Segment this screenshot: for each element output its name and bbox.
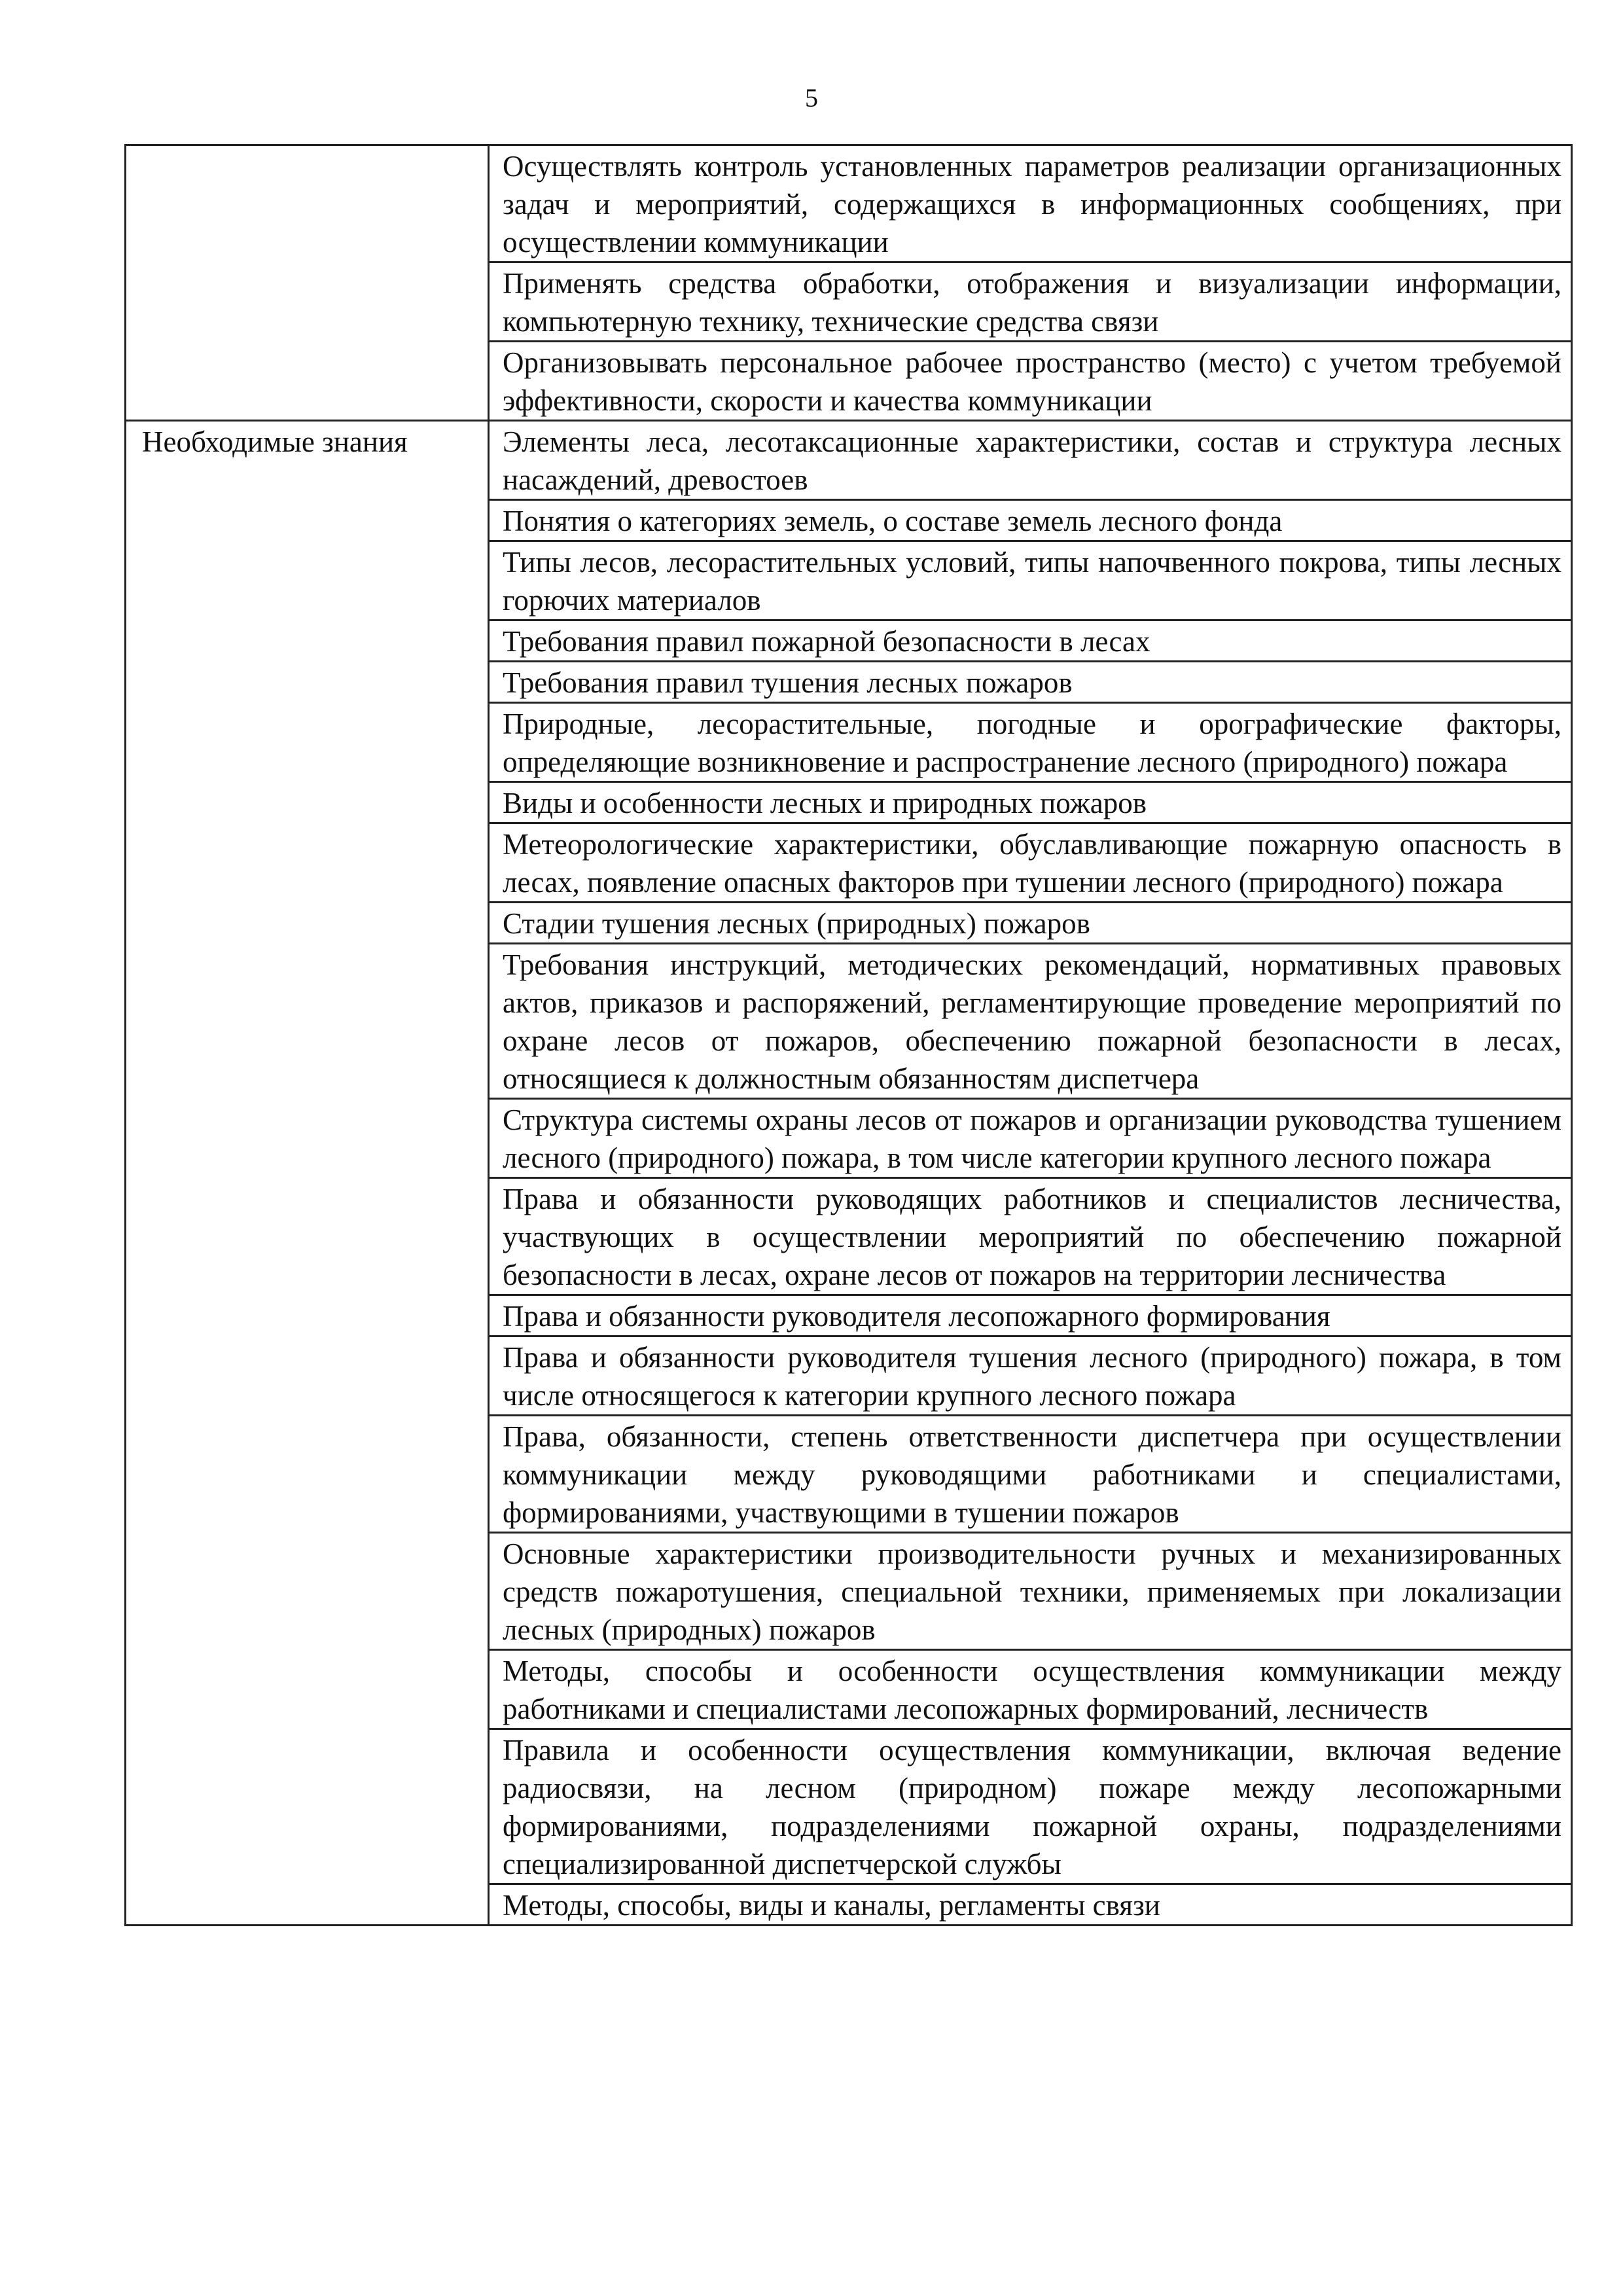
table-cell: Осуществлять контроль установленных параметров реализации организационных задач и мероприятий, содержащихся в информационных сообщениях, при осуществлении коммуникации	[489, 145, 1572, 262]
table-cell: Применять средства обработки, отображения и визуализации информации, компьютерную технику, технические средства связи	[489, 262, 1572, 342]
table-cell: Требования инструкций, методических рекомендаций, нормативных правовых актов, приказов и распоряжений, регламентирующие проведение мероприятий по охране лесов от пожаров, обеспечению пожарной безопасности в лесах, относящиеся к должностным обязанностям диспетчера	[489, 944, 1572, 1099]
continuation-label-cell	[126, 145, 489, 421]
knowledge-label: Необходимые знания	[126, 421, 489, 1926]
table-cell: Основные характеристики производительности ручных и механизированных средств пожаротушения, специальной техники, применяемых при локализации лесных (природных) пожаров	[489, 1533, 1572, 1650]
table-cell: Элементы леса, лесотаксационные характеристики, состав и структура лесных насаждений, древостоев	[489, 421, 1572, 500]
table-cell: Правила и особенности осуществления коммуникации, включая ведение радиосвязи, на лесном (природном) пожаре между лесопожарными формированиями, подразделениями пожарной охраны, подразделениями специализированной диспетчерской службы	[489, 1729, 1572, 1884]
table-cell: Организовывать персональное рабочее пространство (место) с учетом требуемой эффективности, скорости и качества коммуникации	[489, 342, 1572, 421]
table-cell: Структура системы охраны лесов от пожаров и организации руководства тушением лесного (природного) пожара, в том числе категории крупного лесного пожара	[489, 1099, 1572, 1178]
table-cell: Права, обязанности, степень ответственности диспетчера при осуществлении коммуникации между руководящими работниками и специалистами, формированиями, участвующими в тушении пожаров	[489, 1416, 1572, 1533]
table-cell: Природные, лесорастительные, погодные и орографические факторы, определяющие возникновение и распространение лесного (природного) пожара	[489, 703, 1572, 782]
table-cell: Метеорологические характеристики, обуславливающие пожарную опасность в лесах, появление опасных факторов при тушении лесного (природного) пожара	[489, 823, 1572, 903]
table-cell: Требования правил тушения лесных пожаров	[489, 662, 1572, 703]
table-cell: Требования правил пожарной безопасности в лесах	[489, 620, 1572, 662]
table-cell: Права и обязанности руководителя лесопожарного формирования	[489, 1295, 1572, 1336]
page-number: 5	[805, 83, 818, 113]
table-cell: Стадии тушения лесных (природных) пожаров	[489, 903, 1572, 944]
table-cell: Понятия о категориях земель, о составе земель лесного фонда	[489, 500, 1572, 541]
table-cell: Методы, способы, виды и каналы, регламенты связи	[489, 1884, 1572, 1926]
table-cell: Методы, способы и особенности осуществления коммуникации между работниками и специалистами лесопожарных формирований, лесничеств	[489, 1650, 1572, 1729]
table-row	[126, 145, 1572, 262]
table-cell: Типы лесов, лесорастительных условий, типы напочвенного покрова, типы лесных горючих материалов	[489, 541, 1572, 620]
table-cell: Виды и особенности лесных и природных пожаров	[489, 782, 1572, 823]
table-cell: Права и обязанности руководящих работников и специалистов лесничества, участвующих в осуществлении мероприятий по обеспечению пожарной безопасности в лесах, охране лесов от пожаров на территории лесничества	[489, 1178, 1572, 1295]
table-cell: Права и обязанности руководителя тушения лесного (природного) пожара, в том числе относящегося к категории крупного лесного пожара	[489, 1336, 1572, 1416]
requirements-table	[124, 144, 1573, 1926]
table-row	[126, 421, 1572, 500]
